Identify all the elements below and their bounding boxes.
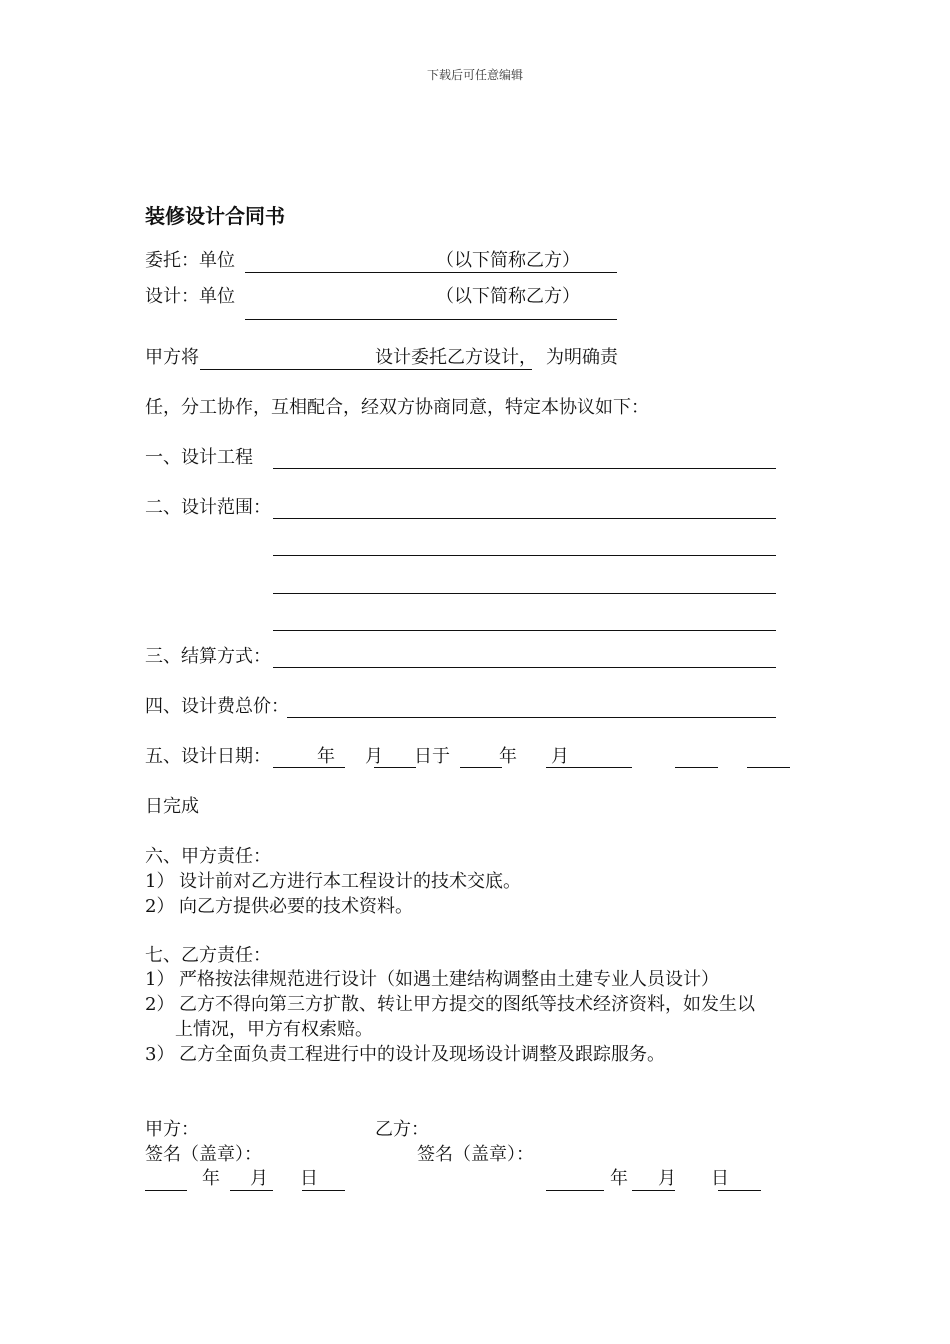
party-a-year-unit: 年 — [202, 1168, 220, 1189]
client-blank-line — [245, 272, 617, 273]
party-b-year-blank — [546, 1190, 604, 1191]
party-b-duty-2-num: 2） — [145, 994, 175, 1015]
party-b-duty-2-text: 乙方不得向第三方扩散、转让甲方提交的图纸等技术经济资料，如发生以 — [179, 994, 755, 1015]
end-month-unit: 月 — [551, 746, 569, 767]
party-b-day-unit: 日 — [711, 1168, 729, 1189]
project-blank-line — [273, 468, 776, 469]
scope-blank-line-4 — [273, 630, 776, 631]
extra-blank-1 — [675, 767, 718, 768]
document-title: 装修设计合同书 — [145, 204, 285, 228]
party-a-duty-1-num: 1） — [145, 871, 175, 892]
end-year-blank — [460, 767, 502, 768]
client-suffix: （以下简称乙方） — [436, 250, 580, 271]
party-a-sign: 签名（盖章）： — [145, 1144, 262, 1165]
intro-rest: 为明确责 — [546, 347, 618, 368]
party-a-month-unit: 月 — [250, 1168, 268, 1189]
party-a-label: 甲方： — [145, 1119, 199, 1140]
party-b-duty-3-text: 乙方全面负责工程进行中的设计及现场设计调整及跟踪服务。 — [179, 1044, 665, 1065]
intro-prefix: 甲方将 — [145, 347, 199, 368]
clause-project: 一、设计工程 — [145, 447, 253, 468]
extra-blank-2 — [747, 767, 790, 768]
start-month-unit: 月 — [365, 746, 383, 767]
end-year-unit: 年 — [499, 746, 517, 767]
page-header: 下载后可任意编辑 — [426, 68, 523, 82]
start-month-blank — [374, 767, 416, 768]
scope-blank-line-3 — [273, 593, 776, 594]
party-a-day-blank — [302, 1190, 345, 1191]
party-a-duty-2-num: 2） — [145, 896, 175, 917]
designer-label: 设计：单位 — [145, 286, 235, 307]
clause-scope: 二、设计范围： — [145, 497, 271, 518]
total-fee-blank-line — [287, 717, 776, 718]
party-a-duty-2-text: 向乙方提供必要的技术资料。 — [179, 896, 413, 917]
party-a-duties-heading: 六、甲方责任： — [145, 846, 271, 867]
clause-settlement: 三、结算方式： — [145, 646, 271, 667]
party-b-duty-1-text: 严格按法律规范进行设计（如遇土建结构调整由土建专业人员设计） — [179, 969, 719, 990]
party-a-month-blank — [230, 1190, 273, 1191]
intro-blank-line — [200, 369, 532, 370]
party-b-month-unit: 月 — [658, 1168, 676, 1189]
party-b-day-blank — [718, 1190, 761, 1191]
party-b-duties-heading: 七、乙方责任： — [145, 945, 271, 966]
party-b-label: 乙方： — [375, 1119, 429, 1140]
scope-blank-line-2 — [273, 555, 776, 556]
settlement-blank-line — [273, 667, 776, 668]
party-b-year-unit: 年 — [610, 1168, 628, 1189]
intro-line2: 任，分工协作，互相配合，经双方协商同意，特定本协议如下： — [145, 397, 649, 418]
start-day-from: 日于 — [414, 746, 450, 767]
party-b-duty-1-num: 1） — [145, 969, 175, 990]
client-label: 委托：单位 — [145, 250, 235, 271]
dates-done: 日完成 — [145, 796, 199, 817]
party-b-month-blank — [632, 1190, 675, 1191]
party-a-duty-1-text: 设计前对乙方进行本工程设计的技术交底。 — [179, 871, 521, 892]
party-b-sign: 签名（盖章）： — [417, 1144, 534, 1165]
start-year-unit: 年 — [317, 746, 335, 767]
party-a-year-blank — [145, 1190, 187, 1191]
clause-dates-label: 五、设计日期： — [145, 746, 271, 767]
party-b-duty-3-num: 3） — [145, 1044, 175, 1065]
designer-blank-line — [245, 319, 617, 320]
scope-blank-line-1 — [273, 518, 776, 519]
party-a-day-unit: 日 — [300, 1168, 318, 1189]
party-b-duty-2-cont: 上情况，甲方有权索赔。 — [175, 1019, 373, 1040]
clause-total-fee: 四、设计费总价： — [145, 696, 289, 717]
designer-suffix: （以下简称乙方） — [436, 286, 580, 307]
intro-middle: 设计委托乙方设计， — [375, 347, 537, 368]
